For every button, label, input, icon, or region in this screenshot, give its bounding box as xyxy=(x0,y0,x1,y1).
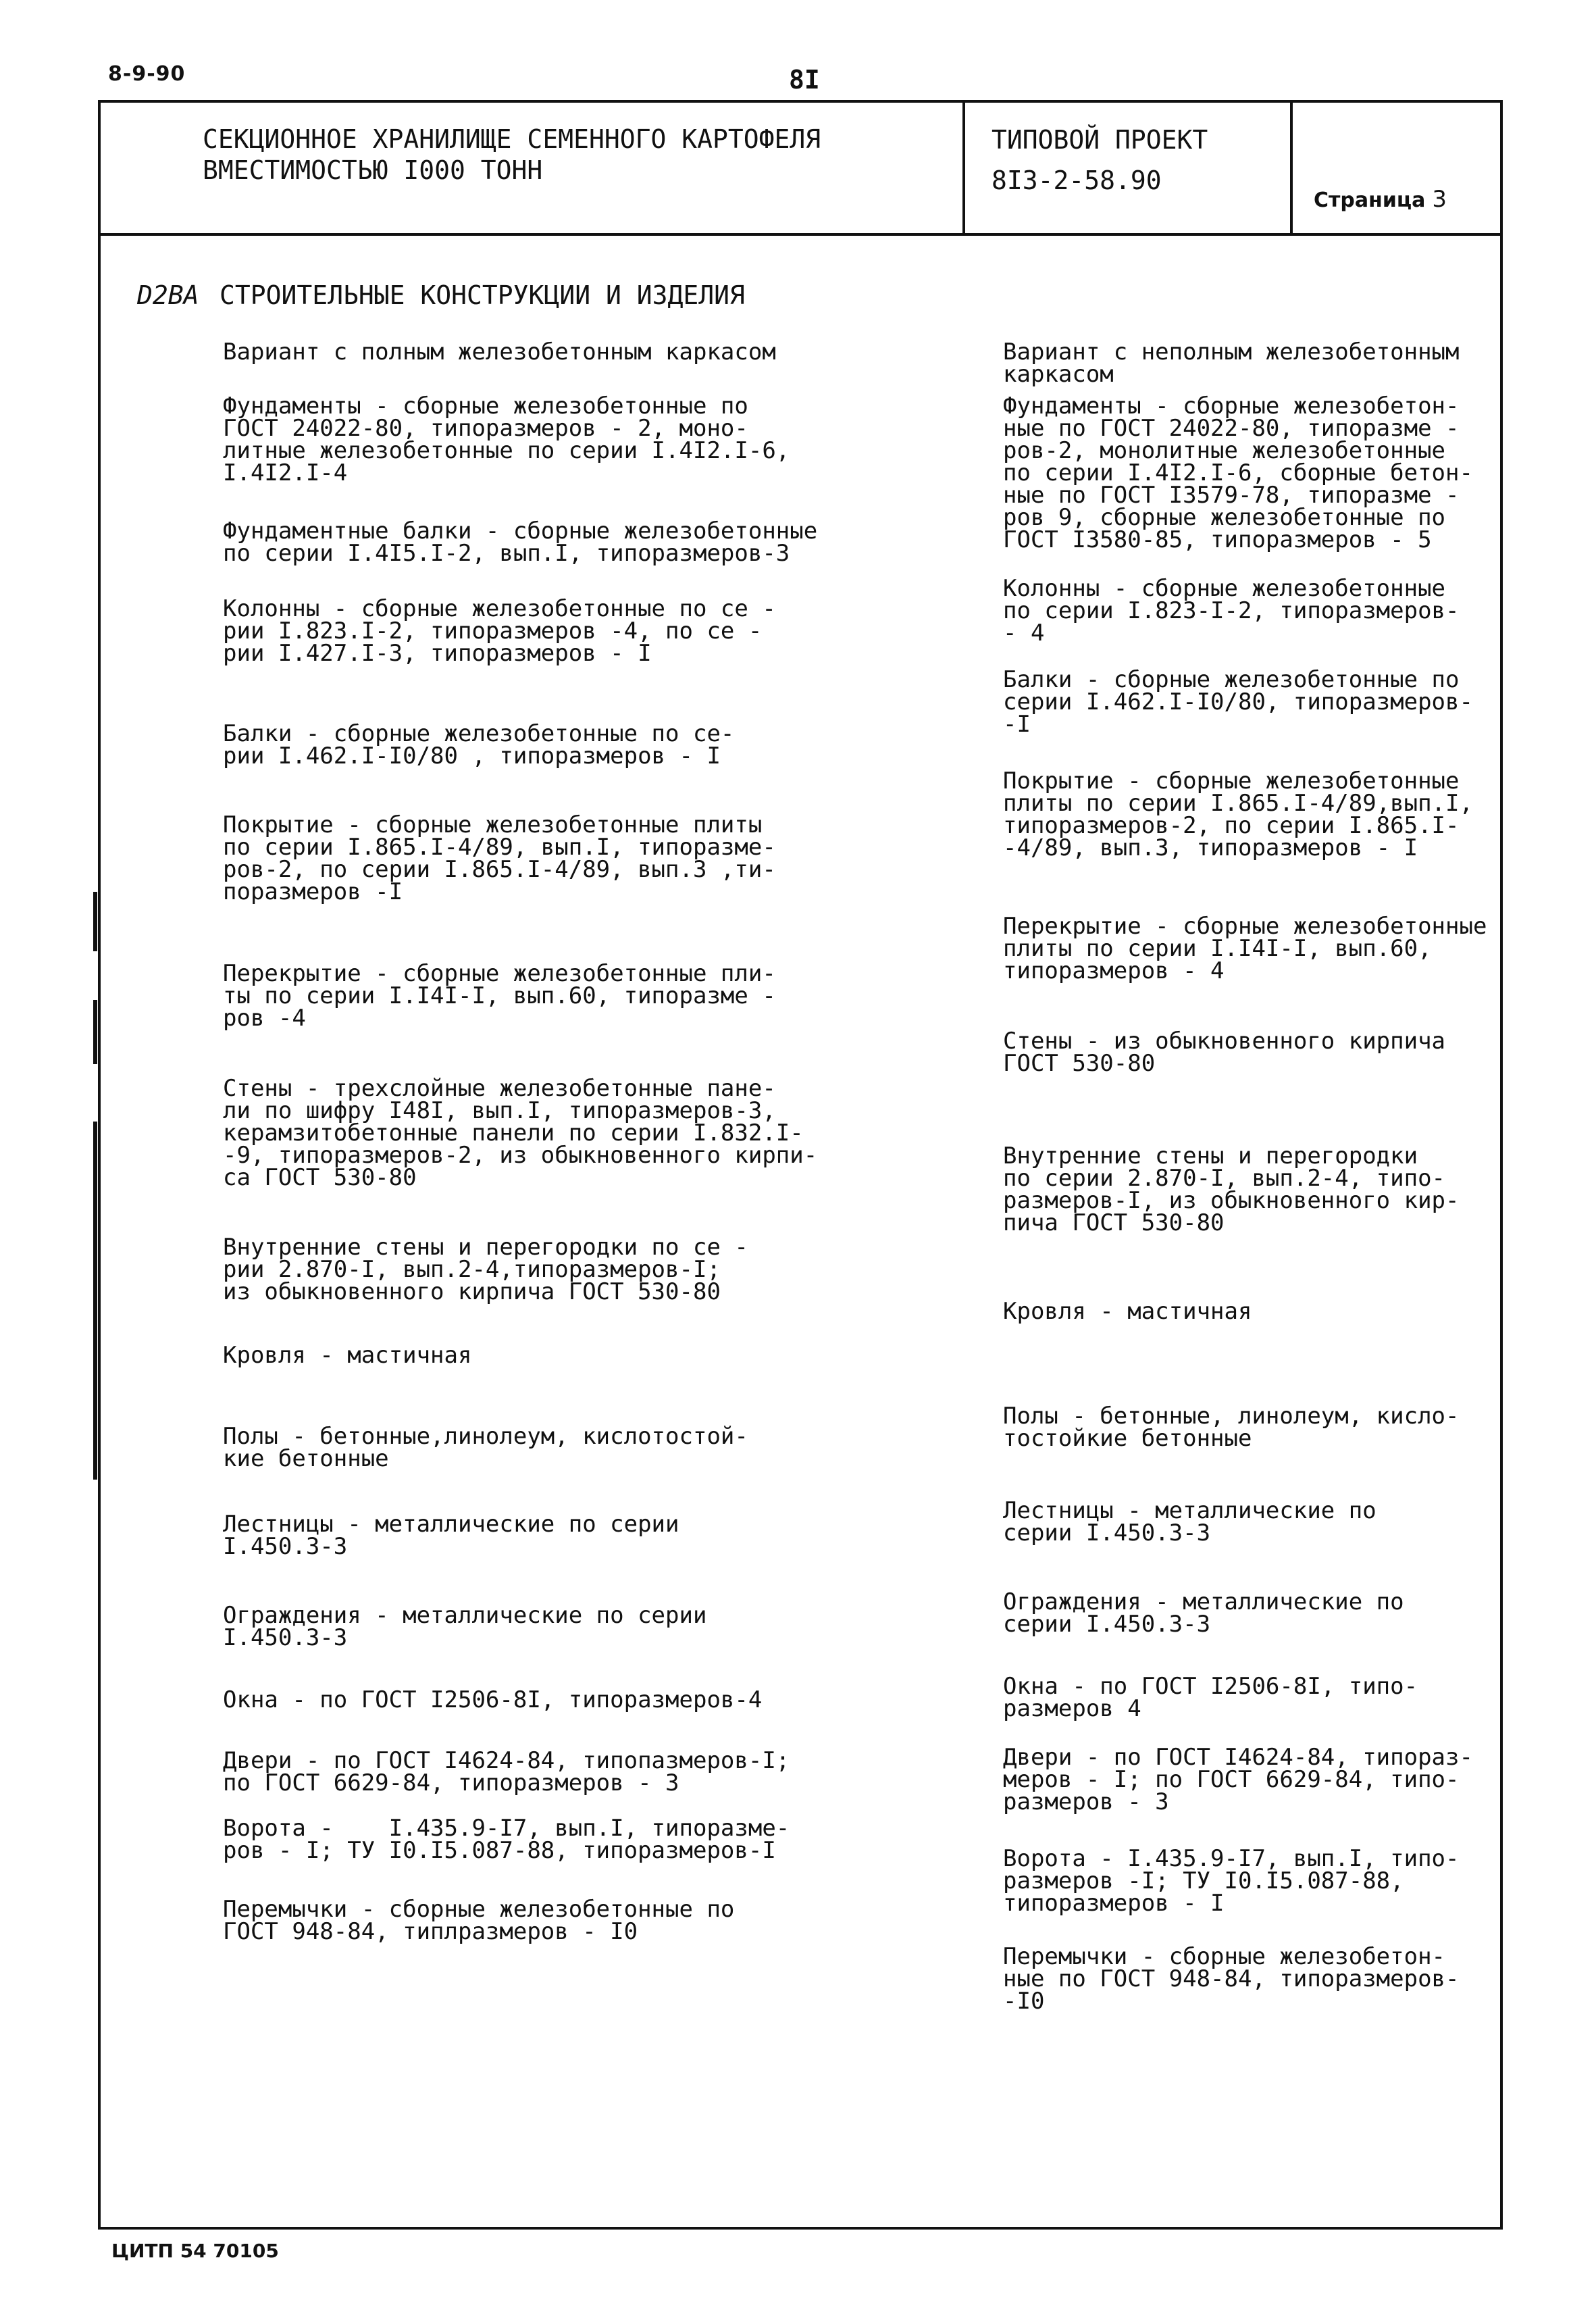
header-separator-1 xyxy=(962,100,965,234)
right-item: Стены - из обыкновенного кирпича ГОСТ 530-80 xyxy=(1003,1028,1446,1077)
right-item: Покрытие - сборные железобетонные плиты по серии I.865.I-4/89,вып.I, типоразмеров-2, по серии I.865.I- -4/89, вып.3, типоразмеров - I xyxy=(1003,768,1473,861)
right-item: Колонны - сборные железобетонные по серии I.823-I-2, типоразмеров- - 4 xyxy=(1003,575,1460,647)
left-item: Фундаментные балки - сборные железобетонные по серии I.4I5.I-2, вып.I, типоразмеров-3 xyxy=(223,518,818,567)
page-label-value: 3 xyxy=(1432,186,1447,213)
right-item: Балки - сборные железобетонные по серии I.462.I-I0/80, типоразмеров- -I xyxy=(1003,666,1473,738)
project-title xyxy=(203,124,932,186)
left-item: Вариант с полным железобетонным каркасом xyxy=(223,338,776,366)
left-item: Двери - по ГОСТ I4624-84, типопазмеров-I; по ГОСТ 6629-84, типоразмеров - 3 xyxy=(223,1747,790,1796)
project-title-line-2: ВМЕСТИМОСТЬЮ I000 ТОНН xyxy=(203,155,543,185)
right-item: Фундаменты - сборные железобетон- ные по ГОСТ 24022-80, типоразме - ров-2, монолитные железобетонные по серии I.4I2.I-6, сборные бетон- ные по ГОСТ I3579-78, типоразме - ров 9, сборные железобетонные по ГОСТ I3580-85, типоразмеров - 5 xyxy=(1003,393,1473,553)
header-separator-2 xyxy=(1290,100,1293,234)
right-item: Перемычки - сборные железобетон- ные по ГОСТ 948-84, типоразмеров- -I0 xyxy=(1003,1943,1460,2015)
left-item: Кровля - мастичная xyxy=(223,1342,472,1369)
right-item: Двери - по ГОСТ I4624-84, типораз- меров - I; по ГОСТ 6629-84, типо- размеров - 3 xyxy=(1003,1744,1473,1815)
left-item: Перемычки - сборные железобетонные по ГОСТ 948-84, типлразмеров - I0 xyxy=(223,1896,735,1945)
right-item: Перекрытие - сборные железобетонные плиты по серии I.I4I-I, вып.60, типоразмеров - 4 xyxy=(1003,913,1487,984)
right-item: Ограждения - металлические по серии I.450.3-3 xyxy=(1003,1588,1404,1638)
left-item: Стены - трехслойные железобетонные пане- ли по шифру I48I, вып.I, типоразмеров-3, керамзитобетонные панели по серии I.832.I- -9, типоразмеров-2, из обыкновенного кирпи- са ГОСТ 530-80 xyxy=(223,1075,818,1191)
page-label xyxy=(1314,186,1447,213)
page-label-text: Страница xyxy=(1314,188,1426,212)
typical-project-label: ТИПОВОЙ ПРОЕКТ xyxy=(992,125,1208,155)
right-item: Кровля - мастичная xyxy=(1003,1298,1252,1325)
section-code: D2BA xyxy=(137,280,199,310)
left-item: Фундаменты - сборные железобетонные по ГОСТ 24022-80, типоразмеров - 2, моно- литные железобетонные по серии I.4I2.I-6, I.4I2.I-4 xyxy=(223,393,790,486)
page-number: 8I xyxy=(789,65,820,95)
right-item: Полы - бетонные, линолеум, кисло- тостойкие бетонные xyxy=(1003,1403,1460,1452)
right-item: Окна - по ГОСТ I2506-8I, типо- размеров 4 xyxy=(1003,1673,1418,1722)
project-title-line-1: СЕКЦИОННОЕ ХРАНИЛИЩЕ СЕМЕННОГО КАРТОФЕЛЯ xyxy=(203,124,821,154)
right-item: Лестницы - металлические по серии I.450.3-3 xyxy=(1003,1497,1376,1546)
typical-project-code: 8I3-2-58.90 xyxy=(992,166,1162,195)
left-item: Перекрытие - сборные железобетонные пли- ты по серии I.I4I-I, вып.60, типоразме - ров -4 xyxy=(223,960,776,1032)
document-code: 8-9-90 xyxy=(108,62,186,86)
right-item: Внутренние стены и перегородки по серии 2.870-I, вып.2-4, типо- размеров-I, из обыкновенного кир- пича ГОСТ 530-80 xyxy=(1003,1142,1460,1236)
left-item: Покрытие - сборные железобетонные плиты по серии I.865.I-4/89, вып.I, типоразме- ров-2, по серии I.865.I-4/89, вып.3 ,ти- поразмеров -I xyxy=(223,811,776,905)
left-item: Внутренние стены и перегородки по се - рии 2.870-I, вып.2-4,типоразмеров-I; из обыкновенного кирпича ГОСТ 530-80 xyxy=(223,1234,748,1305)
margin-mark xyxy=(93,1122,97,1480)
left-item: Окна - по ГОСТ I2506-8I, типоразмеров-4 xyxy=(223,1686,763,1713)
left-item: Лестницы - металлические по серии I.450.3-3 xyxy=(223,1511,679,1560)
left-item: Полы - бетонные,линолеум, кислотостой- кие бетонные xyxy=(223,1423,748,1472)
left-item: Балки - сборные железобетонные по се- рии I.462.I-I0/80 , типоразмеров - I xyxy=(223,720,735,770)
left-item: Колонны - сборные железобетонные по се - рии I.823.I-2, типоразмеров -4, по се - рии I.427.I-3, типоразмеров - I xyxy=(223,595,776,667)
section-title: СТРОИТЕЛЬНЫЕ КОНСТРУКЦИИ И ИЗДЕЛИЯ xyxy=(220,280,745,310)
left-item: Ворота - I.435.9-I7, вып.I, типоразме- ров - I; ТУ I0.I5.087-88, типоразмеров-I xyxy=(223,1815,790,1864)
margin-mark xyxy=(93,1000,97,1064)
right-item: Ворота - I.435.9-I7, вып.I, типо- размеров -I; ТУ I0.I5.087-88, типоразмеров - I xyxy=(1003,1845,1460,1917)
footer-stamp: ЦИТП 54 70105 xyxy=(111,2240,279,2262)
left-item: Ограждения - металлические по серии I.450.3-3 xyxy=(223,1602,707,1651)
margin-mark xyxy=(93,892,97,951)
right-item: Вариант с неполным железобетонным каркасом xyxy=(1003,338,1460,388)
